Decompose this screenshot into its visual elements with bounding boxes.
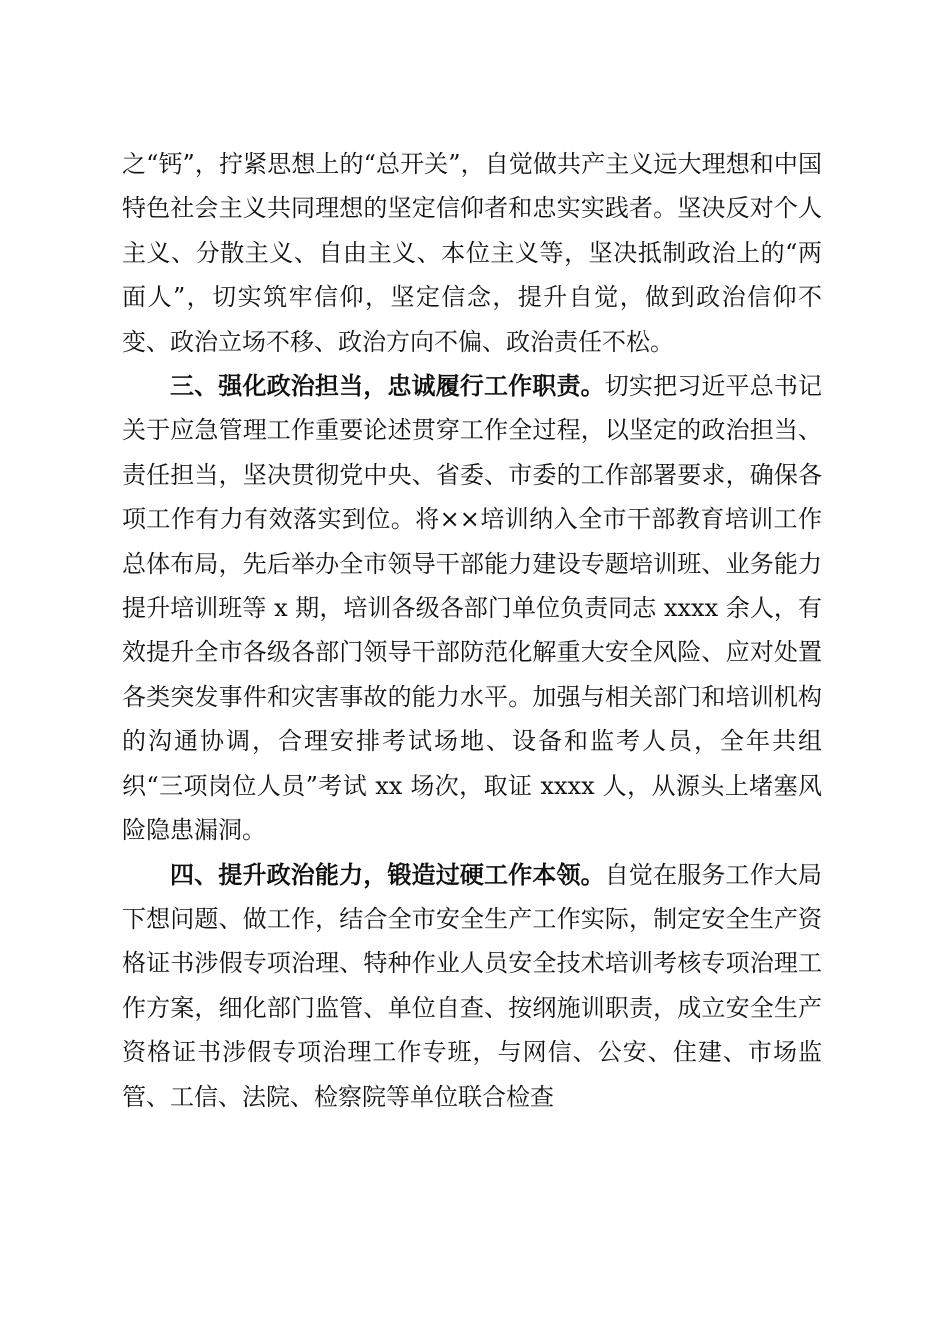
- document-body: [122, 142, 822, 1119]
- paragraph-body: 切实把习近平总书记关于应急管理工作重要论述贯穿工作全过程，以坚定的政治担当、责任担当，坚决贯彻党中央、省委、市委的工作部署要求，确保各项工作有力有效落实到位。将××培训纳入全市干部教育培训工作总体布局，先后举办全市领导干部能力建设专题培训班、业务能力提升培训班等 x 期，培训各级各部门单位负责同志 xxxx 余人，有效提升全市各级各部门领导干部防范化解重大安全风险、应对处置各类突发事件和灾害事故的能力水平。加强与相关部门和培训机构的沟通协调，合理安排考试场地、设备和监考人员，全年共组织“三项岗位人员”考试 xx 场次，取证 xxxx 人，从源头上堵塞风险隐患漏洞。: [122, 372, 823, 845]
- paragraph-continuation: [122, 142, 822, 364]
- paragraph-section-3: [122, 364, 822, 852]
- section-heading: 三、强化政治担当，忠诚履行工作职责。: [170, 372, 605, 401]
- paragraph-body: 自觉在服务工作大局下想问题、做工作，结合全市安全生产工作实际，制定安全生产资格证书涉假专项治理、特种作业人员安全技术培训考核专项治理工作方案，细化部门监管、单位自查、按纲施训职责，成立安全生产资格证书涉假专项治理工作专班，与网信、公安、住建、市场监管、工信、法院、检察院等单位联合检查: [122, 860, 823, 1111]
- paragraph-section-4: [122, 853, 822, 1119]
- section-heading: 四、提升政治能力，锻造过硬工作本领。: [170, 860, 605, 889]
- paragraph-body: 之“钙”，拧紧思想上的“总开关”，自觉做共产主义远大理想和中国特色社会主义共同理想的坚定信仰者和忠实实践者。坚决反对个人主义、分散主义、自由主义、本位主义等，坚决抵制政治上的“两面人”，切实筑牢信仰，坚定信念，提升自觉，做到政治信仰不变、政治立场不移、政治方向不偏、政治责任不松。: [122, 150, 822, 356]
